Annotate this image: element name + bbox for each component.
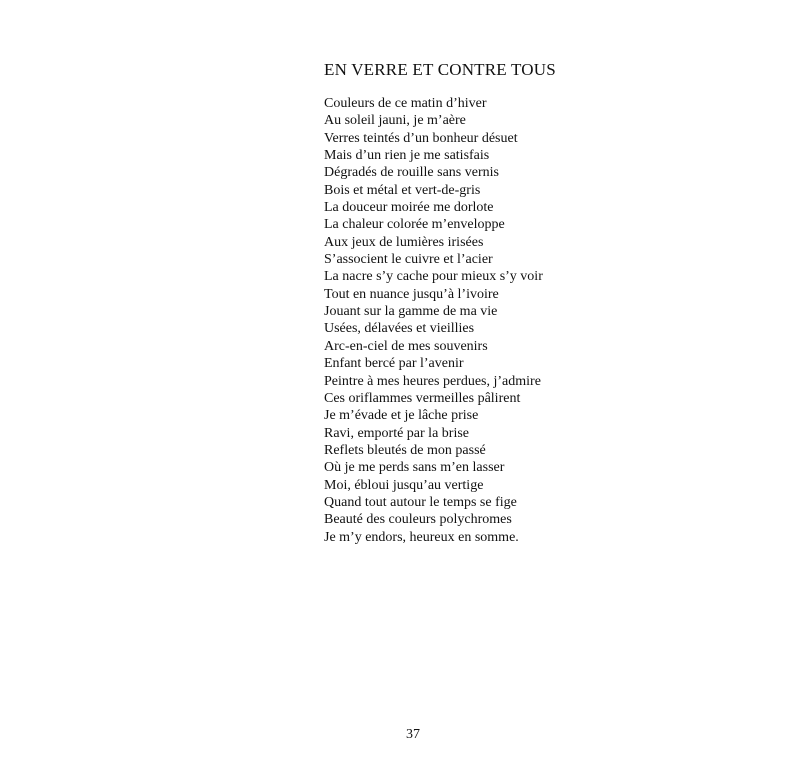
poem-line: Moi, ébloui jusqu’au vertige xyxy=(324,477,484,493)
poem-line: La nacre s’y cache pour mieux s’y voir xyxy=(324,269,543,285)
poem-line: Peintre à mes heures perdues, j’admire xyxy=(324,373,541,389)
poem-line: Enfant bercé par l’avenir xyxy=(324,356,464,372)
poem-line: Je m’évade et je lâche prise xyxy=(324,408,479,424)
poem-title: EN VERRE ET CONTRE TOUS xyxy=(324,60,556,79)
poem-line: Tout en nuance jusqu’à l’ivoire xyxy=(324,286,499,302)
poem-line: Bois et métal et vert-de-gris xyxy=(324,182,481,198)
poem-line: Arc-en-ciel de mes souvenirs xyxy=(324,338,488,354)
poem-line: Je m’y endors, heureux en somme. xyxy=(324,529,519,545)
poem-line: Ces oriflammes vermeilles pâlirent xyxy=(324,390,521,406)
poem-line: La chaleur colorée m’enveloppe xyxy=(324,217,505,233)
page-number: 37 xyxy=(406,727,420,742)
poem-line: Jouant sur la gamme de ma vie xyxy=(324,304,498,320)
poem-line: Dégradés de rouille sans vernis xyxy=(324,165,499,181)
poem-line: Beauté des couleurs polychromes xyxy=(324,512,512,528)
poem-line: Verres teintés d’un bonheur désuet xyxy=(324,130,518,146)
poem-line: Mais d’un rien je me satisfais xyxy=(324,148,490,164)
poem-line: Usées, délavées et vieillies xyxy=(324,321,475,337)
poem-line: Aux jeux de lumières irisées xyxy=(324,234,484,250)
poem-line: Reflets bleutés de mon passé xyxy=(324,442,486,458)
poem-line: La douceur moirée me dorlote xyxy=(324,200,494,216)
poem-line: Ravi, emporté par la brise xyxy=(324,425,470,441)
poem-line: Couleurs de ce matin d’hiver xyxy=(324,96,487,111)
poem-line: Quand tout autour le temps se fige xyxy=(324,494,517,510)
poem-line: Où je me perds sans m’en lasser xyxy=(324,460,505,476)
poem-line: Au soleil jauni, je m’aère xyxy=(324,113,466,129)
poem-line: S’associent le cuivre et l’acier xyxy=(324,252,493,268)
poem-body xyxy=(324,95,543,546)
